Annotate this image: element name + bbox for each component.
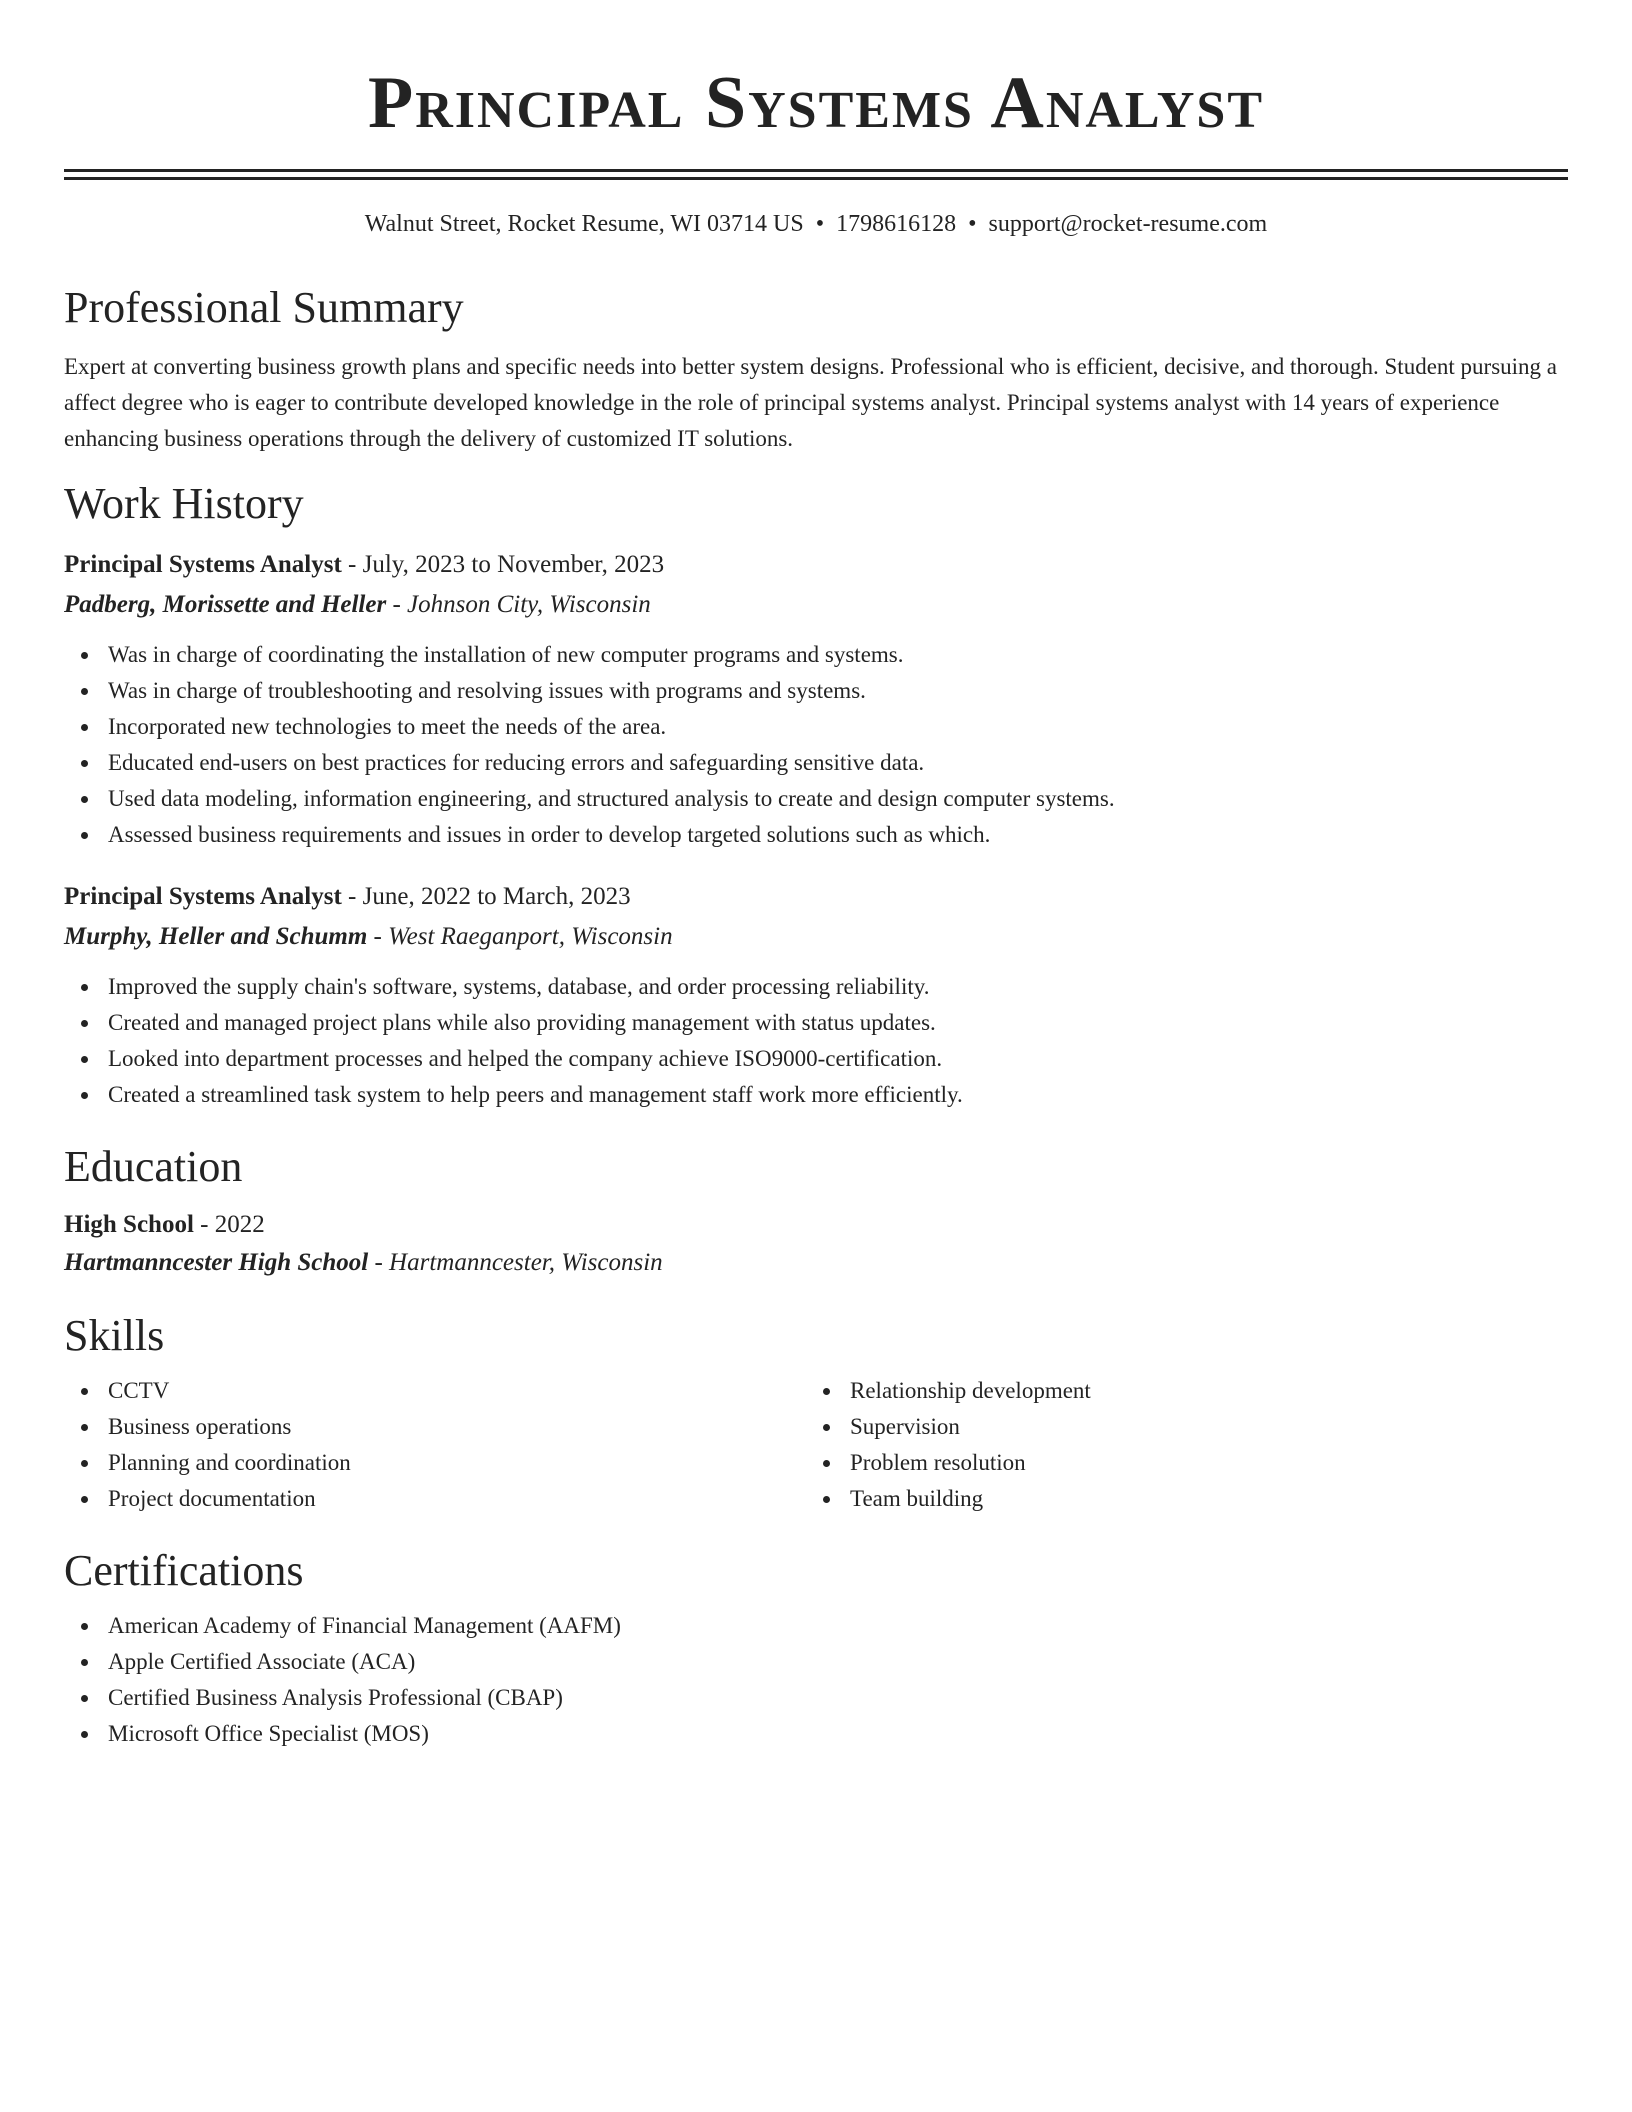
list-item: American Academy of Financial Management (AAFM) xyxy=(108,1608,1568,1644)
company-name: Murphy, Heller and Schumm xyxy=(64,923,368,950)
list-item: Looked into department processes and helped the company achieve ISO9000-certification. xyxy=(108,1041,1568,1077)
certifications-section xyxy=(64,1544,1568,1752)
job-title: Principal Systems Analyst xyxy=(64,551,342,578)
list-item: Was in charge of troubleshooting and resolving issues with programs and systems. xyxy=(108,673,1568,709)
job-bullets xyxy=(64,969,1568,1113)
list-item: Created a streamlined task system to help peers and management staff work more efficiently. xyxy=(108,1077,1568,1113)
skills-columns xyxy=(64,1373,1568,1517)
list-item: Planning and coordination xyxy=(108,1445,806,1481)
company-name: Padberg, Morissette and Heller xyxy=(64,591,387,618)
contact-address: Walnut Street, Rocket Resume, WI 03714 US xyxy=(364,211,804,237)
list-item: Team building xyxy=(850,1481,1548,1517)
list-item: Business operations xyxy=(108,1409,806,1445)
school-name: Hartmanncester High School xyxy=(64,1249,369,1276)
job-title-line xyxy=(64,877,1568,917)
list-item: Assessed business requirements and issues in order to develop targeted solutions such as which. xyxy=(108,817,1568,853)
list-item: Project documentation xyxy=(108,1481,806,1517)
certifications-list xyxy=(64,1608,1568,1752)
page-title: Principal Systems Analyst xyxy=(368,62,1264,144)
contact-email: support@rocket-resume.com xyxy=(988,211,1268,237)
school-location: - Hartmanncester, Wisconsin xyxy=(368,1249,663,1276)
skills-list-left xyxy=(64,1373,806,1517)
section-heading-certifications: Certifications xyxy=(64,1546,304,1595)
graduation-year: - 2022 xyxy=(193,1211,265,1238)
company-location: - West Raeganport, Wisconsin xyxy=(367,923,673,950)
summary-text: Expert at converting business growth plans and specific needs into better system designs. Professional who is efficient, decisive, and thorough. Student pursuing a affect degree who is eager to contribute developed knowledge in the role of principal systems analyst. Principal systems analyst with 14 years of experience enhancing business operations through the delivery of customized IT solutions. xyxy=(64,354,1558,451)
section-heading-education: Education xyxy=(64,1142,243,1191)
list-item: Supervision xyxy=(850,1409,1548,1445)
work-history-section xyxy=(64,477,1568,1113)
degree-line xyxy=(64,1206,1568,1244)
list-item: Created and managed project plans while also providing management with status updates. xyxy=(108,1005,1568,1041)
company-location: - Johnson City, Wisconsin xyxy=(386,591,651,618)
contact-separator: • xyxy=(968,211,977,237)
job-dates: - July, 2023 to November, 2023 xyxy=(341,551,665,578)
company-line xyxy=(64,917,1568,957)
list-item: CCTV xyxy=(108,1373,806,1409)
job-entry xyxy=(64,877,1568,1113)
company-line xyxy=(64,585,1568,625)
section-heading-work-history: Work History xyxy=(64,479,304,528)
section-heading-skills: Skills xyxy=(64,1311,165,1360)
section-heading-summary: Professional Summary xyxy=(64,283,464,332)
list-item: Relationship development xyxy=(850,1373,1548,1409)
skills-list-right xyxy=(806,1373,1548,1517)
job-dates: - June, 2022 to March, 2023 xyxy=(341,883,631,910)
summary-section xyxy=(64,281,1568,457)
contact-separator: • xyxy=(815,211,825,237)
list-item: Certified Business Analysis Professional (CBAP) xyxy=(108,1680,1568,1716)
job-entry xyxy=(64,545,1568,853)
school-line xyxy=(64,1244,1568,1282)
title-divider xyxy=(64,169,1568,180)
skills-section xyxy=(64,1309,1568,1517)
list-item: Educated end-users on best practices for reducing errors and safeguarding sensitive data. xyxy=(108,745,1568,781)
degree: High School xyxy=(64,1211,194,1238)
list-item: Was in charge of coordinating the installation of new computer programs and systems. xyxy=(108,637,1568,673)
list-item: Incorporated new technologies to meet the needs of the area. xyxy=(108,709,1568,745)
list-item: Problem resolution xyxy=(850,1445,1548,1481)
job-bullets xyxy=(64,637,1568,853)
list-item: Used data modeling, information engineering, and structured analysis to create and design computer systems. xyxy=(108,781,1568,817)
list-item: Apple Certified Associate (ACA) xyxy=(108,1644,1568,1680)
education-section xyxy=(64,1140,1568,1282)
contact-line xyxy=(64,209,1568,239)
job-title-line xyxy=(64,545,1568,585)
list-item: Improved the supply chain's software, systems, database, and order processing reliability. xyxy=(108,969,1568,1005)
job-title: Principal Systems Analyst xyxy=(64,883,342,910)
contact-phone: 1798616128 xyxy=(836,211,957,237)
list-item: Microsoft Office Specialist (MOS) xyxy=(108,1716,1568,1752)
